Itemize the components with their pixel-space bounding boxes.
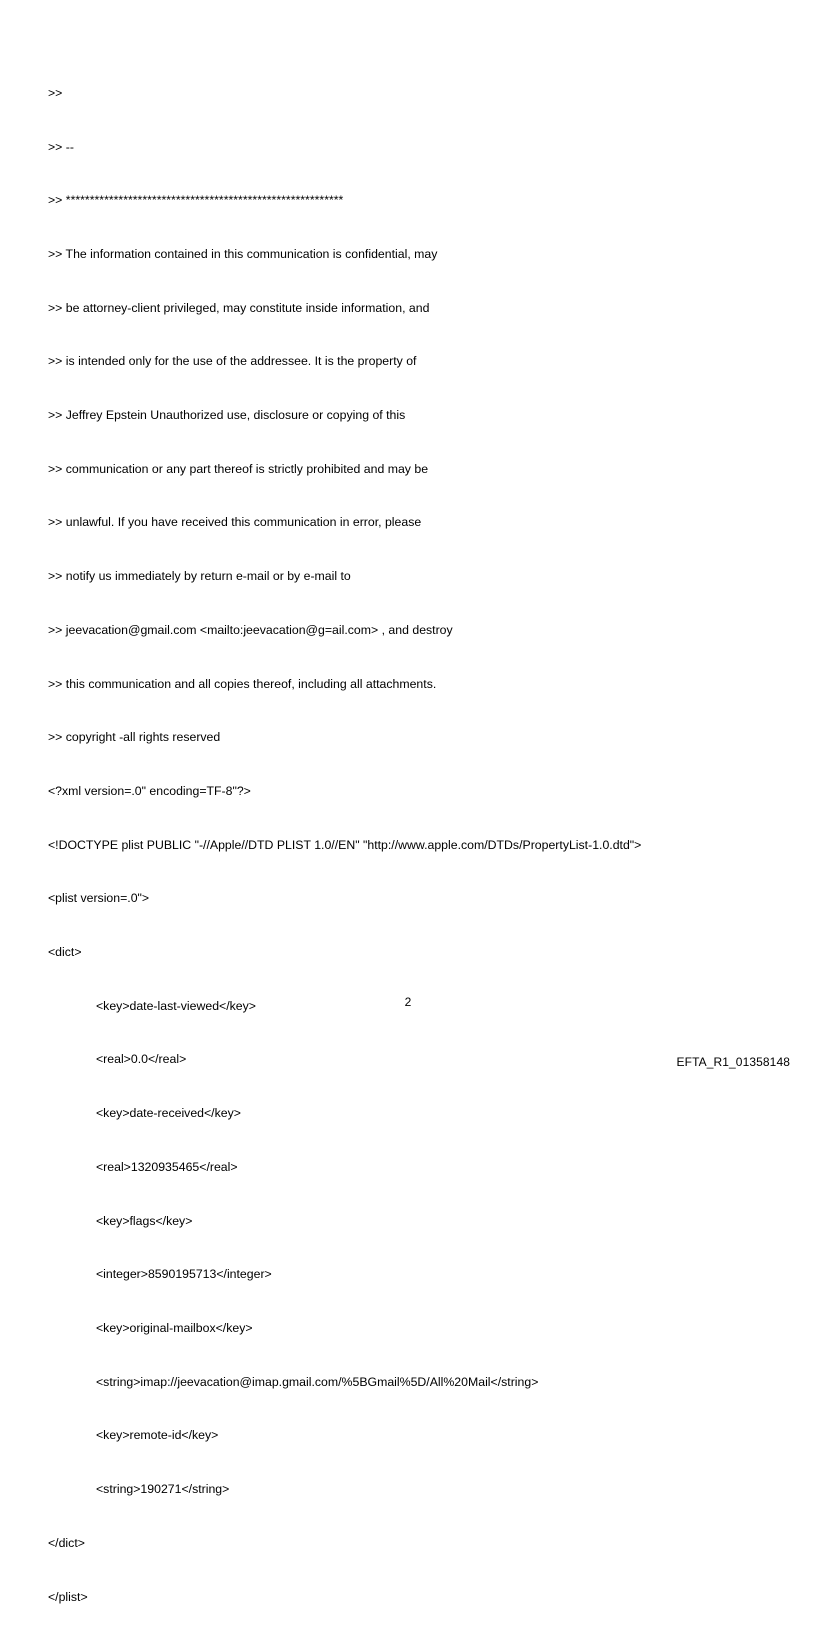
plist-entry: <integer>8590195713</integer> bbox=[96, 1267, 272, 1282]
dict-close-tag: </dict> bbox=[48, 1535, 85, 1550]
plist-entry: <key>date-received</key> bbox=[96, 1106, 241, 1121]
plist-entry: <key>date-last-viewed</key> bbox=[96, 998, 256, 1013]
footer-line: >> copyright -all rights reserved bbox=[48, 730, 221, 745]
plist-entry: <key>flags</key> bbox=[96, 1213, 193, 1228]
footer-line: >> ********************************************************** bbox=[48, 193, 344, 208]
dict-open-tag: <dict> bbox=[48, 945, 82, 960]
footer-line: >> be attorney-client privileged, may constitute inside information, and bbox=[48, 300, 430, 315]
footer-line: >> notify us immediately by return e-mail or by e-mail to bbox=[48, 569, 351, 584]
xml-declaration: <?xml version=.0" encoding=TF-8"?> bbox=[48, 783, 251, 798]
footer-line: >> is intended only for the use of the addressee. It is the property of bbox=[48, 354, 417, 369]
plist-entry: <string>190271</string> bbox=[96, 1482, 230, 1497]
footer-line: >> unlawful. If you have received this communication in error, please bbox=[48, 515, 422, 530]
plist-doctype: <!DOCTYPE plist PUBLIC "-//Apple//DTD PLIST 1.0//EN" "http://www.apple.com/DTDs/PropertyList-1.0.dtd"> bbox=[48, 837, 642, 852]
plist-open-tag: <plist version=.0"> bbox=[48, 891, 150, 906]
document-id: EFTA_R1_01358148 bbox=[676, 1055, 790, 1069]
footer-line: >> bbox=[48, 85, 63, 100]
footer-line: >> -- bbox=[48, 139, 74, 154]
footer-line: >> The information contained in this communication is confidential, may bbox=[48, 246, 438, 261]
page-number: 2 bbox=[404, 995, 412, 1009]
footer-line: >> Jeffrey Epstein Unauthorized use, disclosure or copying of this bbox=[48, 408, 406, 423]
footer-line: >> jeevacation@gmail.com <mailto:jeevacation@g=ail.com> , and destroy bbox=[48, 622, 453, 637]
footer-line: >> communication or any part thereof is strictly prohibited and may be bbox=[48, 461, 429, 476]
plist-entry: <key>original-mailbox</key> bbox=[96, 1320, 253, 1335]
plist-entry: <string>imap://jeevacation@imap.gmail.com/%5BGmail%5D/All%20Mail</string> bbox=[96, 1374, 539, 1389]
plist-entry: <key>remote-id</key> bbox=[96, 1428, 219, 1443]
plist-entry: <real>1320935465</real> bbox=[96, 1159, 238, 1174]
plist-close-tag: </plist> bbox=[48, 1589, 88, 1604]
document-body bbox=[48, 49, 788, 1642]
plist-entry: <real>0.0</real> bbox=[96, 1052, 187, 1067]
footer-line: >> this communication and all copies thereof, including all attachments. bbox=[48, 676, 437, 691]
